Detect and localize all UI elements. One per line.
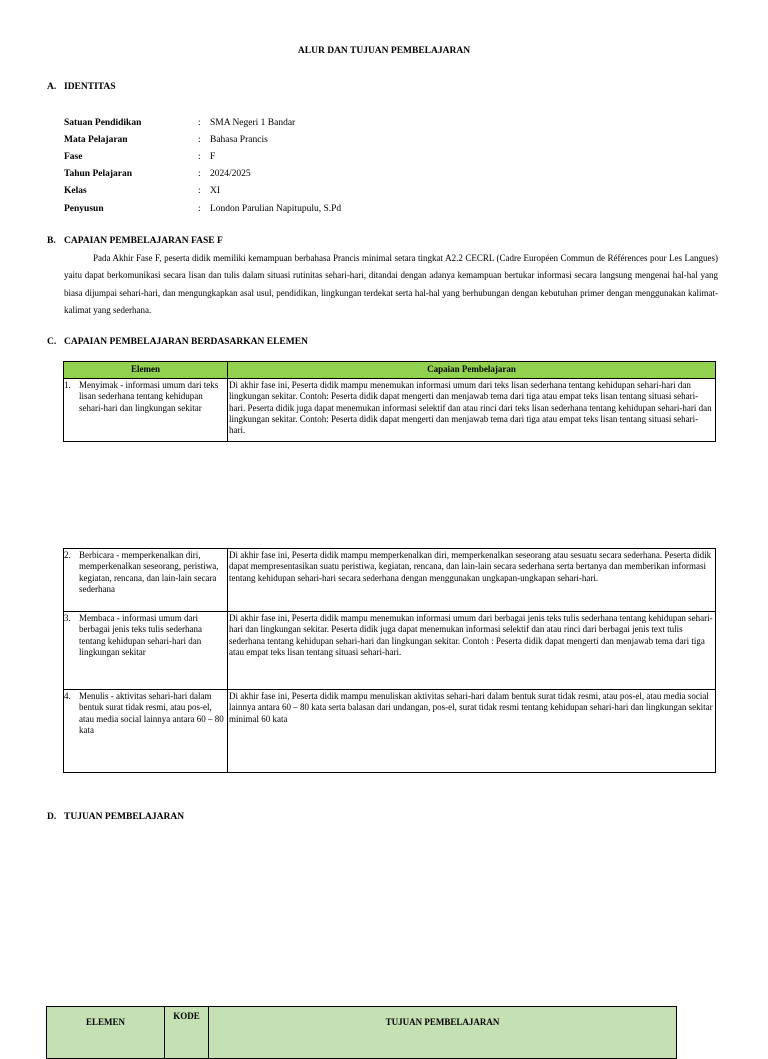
identity-separator: :: [198, 203, 201, 214]
table-row: [64, 379, 716, 442]
section-c-heading: [47, 337, 308, 347]
identity-label: Penyusun: [64, 203, 104, 214]
identity-label: Kelas: [64, 186, 87, 197]
elemen-cell: [64, 612, 228, 690]
capaian-paragraph: Pada Akhir Fase F, peserta didik memiliki kemampuan berbahasa Prancis minimal setara tingkat A2.2 CECRL (Cadre Européen Commun de Références pour Les Langues) yaitu dapat berkomunikasi secara lisan dan tulis dalam situasi rutinitas sehari-hari, ditandai dengan adanya kemampuan bertukar informasi secara langsung mengenai hal-hal yang biasa dijumpai sehari-hari, dan mengungkapkan asal usul, pendidikan, lingkungan terdekat serta hal-hal yang berhubungan dengan kebutuhan primer dengan menggunakan kalimat-kalimat yang sederhana.: [64, 253, 718, 315]
elemen-cell: [64, 549, 228, 612]
section-a-letter: A.: [47, 82, 57, 92]
section-d-letter: D.: [47, 812, 57, 822]
table-row: [64, 690, 716, 773]
identity-separator: :: [198, 169, 201, 180]
capaian-cell: Di akhir fase ini, Peserta didik mampu memperkenalkan diri, memperkenalkan seseorang atau sesuatu secara sederhana. Peserta didik dapat mempresentasikan suatu peristiwa, kegiatan, rencana, dan lain-lain secara sederhana serta bertanya dan memberikan informasi tentang kehidupan sehari-hari secara sederhana dengan menggunakan ungkapan-ungkapan sehari-hari.: [228, 549, 716, 612]
section-d-heading: [47, 812, 184, 822]
section-b-heading: [47, 236, 223, 246]
section-c-title: CAPAIAN PEMBELAJARAN BERDASARKAN ELEMEN: [64, 337, 308, 347]
section-a-heading: [47, 82, 116, 92]
elemen-text: Membaca - informasi umum dari berbagai jenis teks tulis sederhana tentang kehidupan sehari-hari dan lingkungan sekitar: [79, 613, 202, 657]
section-a-title: IDENTITAS: [64, 82, 116, 92]
section-d-title: TUJUAN PEMBELAJARAN: [64, 812, 185, 822]
elemen-number: 3.: [64, 613, 71, 623]
identity-label: Fase: [64, 151, 83, 162]
identity-value: 2024/2025: [210, 169, 251, 180]
page-title: ALUR DAN TUJUAN PEMBELAJARAN: [297, 46, 471, 56]
identity-value: London Parulian Napitupulu, S.Pd: [210, 203, 342, 214]
elemen-number: 1.: [64, 380, 71, 390]
elemen-number: 4.: [64, 691, 71, 701]
column-header-elemen: Elemen: [64, 362, 228, 379]
identity-value: F: [210, 151, 216, 162]
section-b-letter: B.: [47, 236, 56, 246]
identity-row: [64, 166, 341, 183]
capaian-cell: Di akhir fase ini, Peserta didik mampu menemukan informasi umum dari berbagai jenis teks tulis sederhana tentang kehidupan sehari-hari dan lingkungan sekitar. Peserta didik juga dapat menemukan informasi selektif dan atau rinci dari berbagai jenis text tulis sederhana tentang kehidupan sehari-hari dan lingkungan sekitar. Contoh : Peserta didik dapat mengerti dan menjawab tema dari tiga atau empat teks lisan tentang situasi sehari-hari.: [228, 612, 716, 690]
section-b-title: CAPAIAN PEMBELAJARAN FASE F: [64, 236, 223, 246]
identity-value: Bahasa Prancis: [210, 134, 268, 145]
section-c-letter: C.: [47, 337, 57, 347]
tujuan-table: [46, 1006, 677, 1059]
capaian-cell: Di akhir fase ini, Peserta didik mampu menemukan informasi umum dari teks lisan sederhana tentang kehidupan sehari-hari dan lingkungan sekitar. Contoh: Peserta didik dapat mengerti dan menjawab tema dari tiga atau empat teks lisan tentang situasi sehari-hari. Peserta didik juga dapat menemukan informasi selektif dan atau rinci dari teks lisan sederhana tentang kehidupan sehari-hari dan lingkungan sekitar. Contoh: Peserta didik dapat mengerti dan menjawab tema dari tiga atau empat teks lisan tentang situasi sehari-hari.: [228, 379, 716, 442]
elemen-cell: [64, 690, 228, 773]
identity-row: [64, 114, 341, 131]
elemen-text: Berbicara - memperkenalkan diri, memperkenalkan seseorang, peristiwa, kegiatan, rencana, dan lain-lain secara sederhana: [79, 550, 219, 594]
column-header-tujuan: TUJUAN PEMBELAJARAN: [209, 1007, 677, 1059]
column-header-capaian: Capaian Pembelajaran: [228, 362, 716, 379]
table-row: [64, 612, 716, 690]
identity-separator: :: [198, 134, 201, 145]
elemen-text: Menulis - aktivitas sehari-hari dalam bentuk surat tidak resmi, atau pos-el, atau media social lainnya antara 60 – 80 kata: [79, 691, 224, 735]
identity-label: Mata Pelajaran: [64, 134, 128, 145]
identity-value: SMA Negeri 1 Bandar: [210, 117, 296, 128]
table-row: [64, 549, 716, 612]
identity-row: [64, 148, 341, 165]
identity-separator: :: [198, 151, 201, 162]
column-header-elemen: ELEMEN: [47, 1007, 165, 1059]
identity-value: XI: [210, 186, 221, 197]
identity-row: [64, 200, 341, 217]
column-header-kode: KODE: [165, 1007, 209, 1059]
identity-row: [64, 131, 341, 148]
identity-label: Satuan Pendidikan: [64, 117, 142, 128]
elemen-number: 2.: [64, 550, 71, 560]
capaian-table-header: [64, 362, 716, 379]
capaian-cell: Di akhir fase ini, Peserta didik mampu menuliskan aktivitas sehari-hari dalam bentuk surat tidak resmi, atau pos-el, atau media social lainnya antara 60 – 80 kata serta balasan dari undangan, pos-el, surat tidak resmi tentang kehidupan sehari-hari dan lingkungan sekitar minimal 60 kata: [228, 690, 716, 773]
tujuan-table-header: [47, 1007, 677, 1059]
identity-table: [64, 114, 341, 217]
identity-separator: :: [198, 117, 201, 128]
identity-separator: :: [198, 186, 201, 197]
identity-label: Tahun Pelajaran: [64, 169, 133, 180]
elemen-text: Menyimak - informasi umum dari teks lisan sederhana tentang kehidupan sehari-hari dan lingkungan sekitar: [79, 380, 219, 413]
identity-row: [64, 183, 341, 200]
capaian-table-continued: [63, 548, 716, 773]
elemen-cell: [64, 379, 228, 442]
capaian-table: [63, 361, 716, 442]
